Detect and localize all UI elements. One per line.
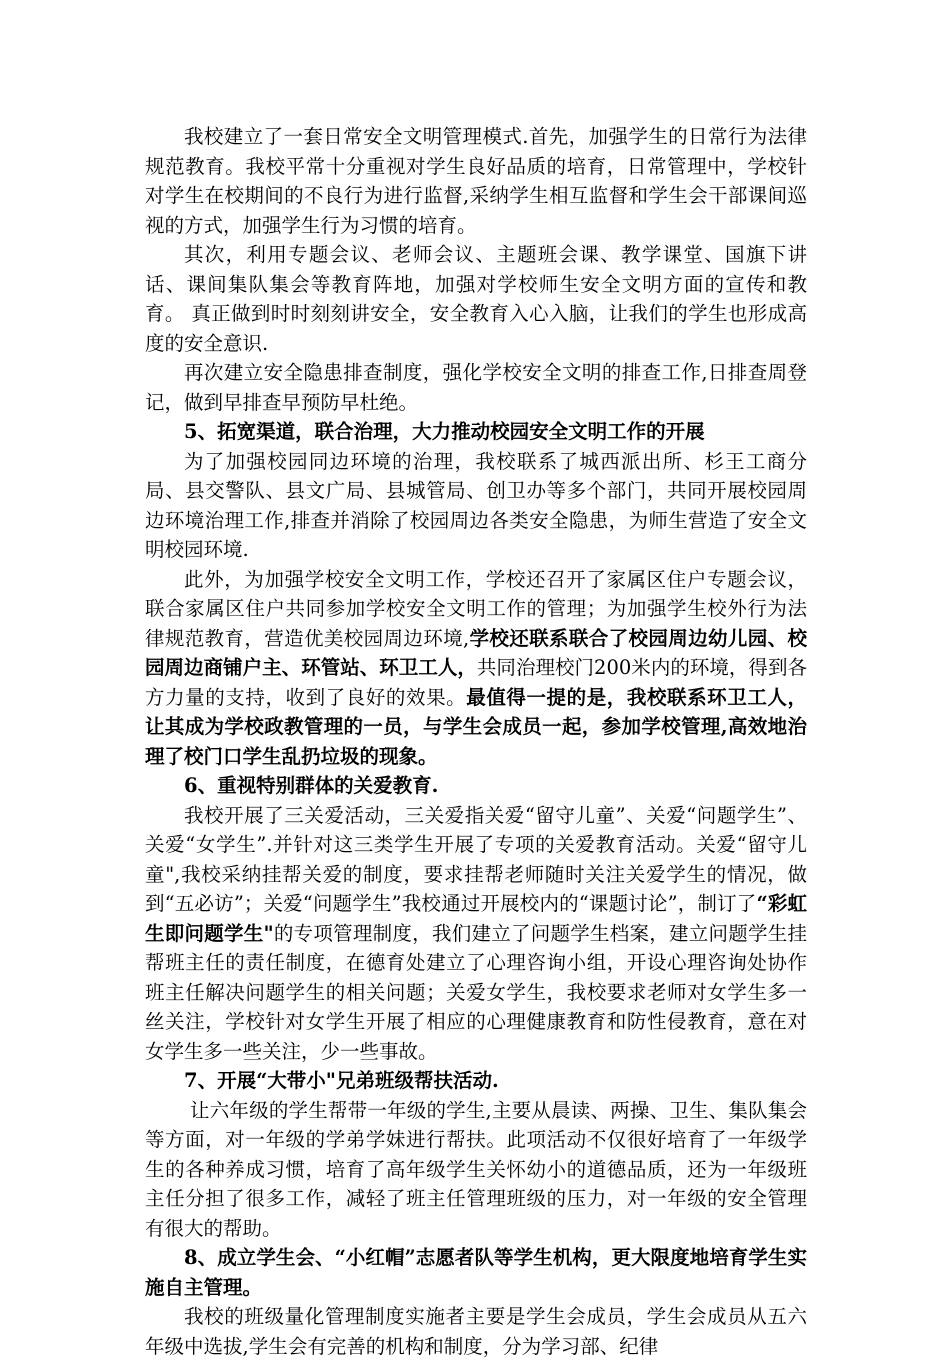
- paragraph-hazard-inspection: 再次建立安全隐患排查制度，强化学校安全文明的排查工作,日排查周登记，做到早排查早预防早杜绝。: [145, 361, 807, 414]
- heading-section-6: 6、重视特别群体的关爱教育.: [184, 774, 439, 797]
- heading-section-5: 5、拓宽渠道，联合治理，大力推动校园安全文明工作的开展: [184, 420, 705, 443]
- paragraph-sibling-classes: 让六年级的学生帮带一年级的学生,主要从晨读、两操、卫生、集队集会等方面，对一年级的学弟学妹进行帮扶。此项活动不仅很好培育了一年级学生的各种养成习惯，培育了高年级学生关怀幼小的道德品质，还为一年级班主任分担了很多工作，减轻了班主任管理班级的压力，对一年级的安全管理有很大的帮助。: [145, 1098, 807, 1240]
- paragraph-daily-management: 我校建立了一套日常安全文明管理模式.首先，加强学生的日常行为法律规范教育。我校平常十分重视对学生良好品质的培育，日常管理中，学校针对学生在校期间的不良行为进行监督,采纳学生相互监督和学生会干部课间巡视的方式，加强学生行为习惯的培育。: [145, 125, 807, 237]
- heading-section-7: 7、开展“大带小"兄弟班级帮扶活动.: [184, 1069, 499, 1092]
- paragraph-publicity-education: 其次，利用专题会议、老师会议、主题班会课、教学课堂、国旗下讲话、课间集队集会等教育阵地，加强对学校师生安全文明方面的宣传和教育。 真正做到时时刻刻讲安全，安全教育入心入脑，让我们的学生也形成高度的安全意识.: [145, 243, 807, 355]
- paragraph-joint-governance: 此外，为加强学校安全文明工作，学校还召开了家属区住户专题会议，联合家属区住户共同参加学校安全文明工作的管理；为加强学生校外行为法律规范教育，营造优美校园周边环境,学校还联系联合了校园周边幼儿园、校园周边商铺户主、环管站、环卫工人，共同治理校门200米内的环境，得到各方力量的支持，收到了良好的效果。最值得一提的是，我校联系环卫工人，让其成为学校政教管理的一员，与学生会成员一起，参加学校管理,高效地治理了校门口学生乱扔垃圾的现象。: [145, 567, 807, 768]
- paragraph-three-cares: 我校开展了三关爱活动，三关爱指关爱“留守儿童”、关爱“问题学生”、关爱“女学生”.并针对这三类学生开展了专项的关爱教育活动。关爱“留守儿童",我校采纳挂帮关爱的制度，要求挂帮老师随时关注关爱学生的情况，做到“五必访”；关爱“问题学生”我校通过开展校内的“课题讨论”，制订了“彩虹生即问题学生"的专项管理制度，我们建立了问题学生档案，建立问题学生挂帮班主任的责任制度，在德育处建立了心理咨询小组，开设心理咨询处协作班主任解决问题学生的相关问题；关爱女学生，我校要求老师对女学生多一丝关注，学校针对女学生开展了相应的心理健康教育和防性侵教育，意在对女学生多一些关注，少一些事故。: [145, 803, 807, 1063]
- document-page: [145, 122, 807, 1361]
- paragraph-student-union: 我校的班级量化管理制度实施者主要是学生会成员，学生会成员从五六年级中选拔,学生会有完善的机构和制度，分为学习部、纪律: [145, 1305, 807, 1358]
- bold-text: 最值得一提的是，我校联系环卫工人，让其成为学校政教管理的一员，与学生会成员一起，参加学校管理,高效地治理了校门口学生乱扔垃圾的现象。: [145, 685, 807, 768]
- bold-text: “彩虹生即问题学生": [145, 892, 807, 945]
- paragraph-surroundings-governance: 为了加强校园同边环境的治理，我校联系了城西派出所、杉王工商分局、县交警队、县文广局、县城管局、创卫办等多个部门，共同开展校园周边环境治理工作,排查并消除了校园周边各类安全隐患，为师生营造了安全文明校园环境.: [145, 449, 807, 561]
- bold-text: 学校还联系联合了校园周边幼儿园、校园周边商铺户主、环管站、环卫工人，: [145, 626, 807, 679]
- heading-section-8: 8、成立学生会、“小红帽”志愿者队等学生机构，更大限度地培育学生实施自主管理。: [145, 1246, 807, 1299]
